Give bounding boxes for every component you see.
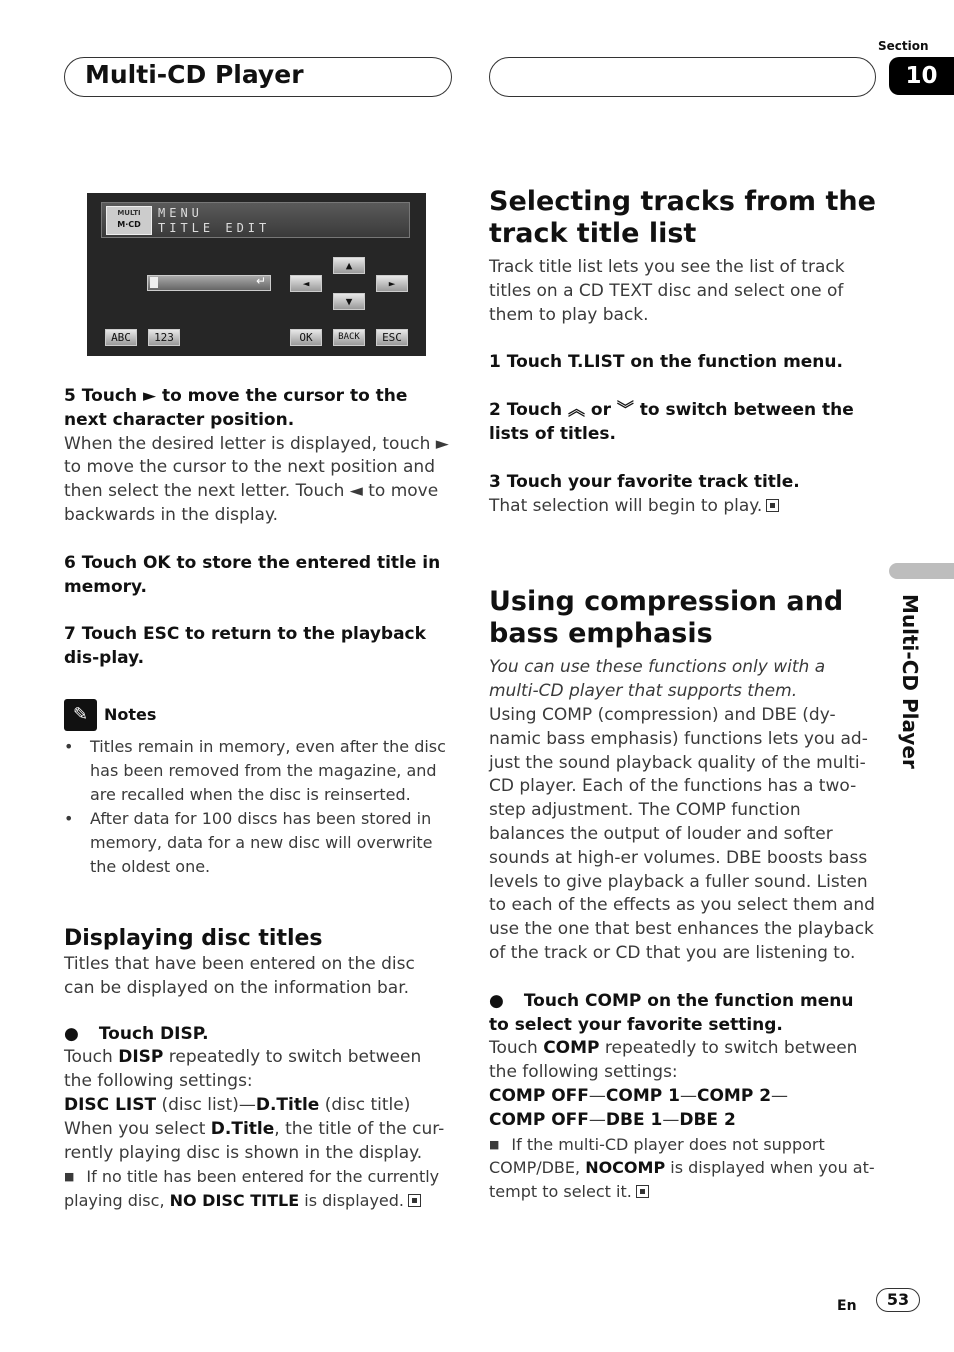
sel-step3-body: That selection will begin to play. [489,495,877,519]
note-square-icon: ■ [489,1137,500,1151]
section-number: 10 [889,57,954,95]
page-number: 53 [876,1288,920,1312]
back-button[interactable]: BACK [333,329,365,346]
step5-title: 5 Touch ► to move the cursor to the next character position. [64,386,408,430]
side-tab-marker [889,563,954,579]
title-edit-screen [87,193,426,356]
screen-menu-label: MENU [158,206,203,220]
note-item: • After data for 100 discs has been stored in memory, data for a new disc will overwrite the oldest one. [64,807,450,879]
section-label: Section [878,39,929,53]
comp-touch: Touch COMP repeatedly to switch between the following settings: [489,1038,858,1083]
disp-touch: Touch DISP repeatedly to switch between the following settings: [64,1047,422,1092]
notes-header [64,697,450,731]
comp-italic: You can use these functions only with a multi-CD player that supports them. [489,657,826,702]
end-mark-icon [408,1194,421,1207]
cursor-right-button[interactable]: ► [376,275,408,292]
end-mark-icon [766,499,779,512]
bullet-dot-icon: ● [489,990,504,1011]
sel-step1: 1 Touch T.LIST on the function menu. [489,352,843,373]
header-blank-box [489,57,876,97]
scroll-up-button[interactable]: ▲ [333,257,365,274]
page-up-icon: ︽ [567,400,585,421]
notes-list [64,735,450,879]
sel-step3: 3 Touch your favorite track title. [489,471,800,492]
scroll-down-button[interactable]: ▼ [333,293,365,310]
comp-bullet-text: Touch COMP on the function menu to select your favorite setting. [489,990,854,1035]
disp-settings: DISC LIST (disc list)—D.Title (disc title) [64,1094,411,1115]
mcd-logo [106,206,152,235]
notes-icon: ✎ [64,699,97,731]
step6-title: 6 Touch OK to store the entered title in memory. [64,552,441,597]
notes-label: Notes [104,704,157,724]
disp-heading: Displaying disc titles [64,925,323,951]
step5-body: When the desired letter is displayed, touch ► to move the cursor to the next position and then select the next letter. Touch ◄ to move backwards in the display. [64,433,449,525]
note-square-icon: ■ [64,1170,75,1184]
side-tab-label: Multi-CD Player [898,594,922,769]
disp-when: When you select D.Title, the title of the cur-rently playing disc is shown in the display. [64,1118,445,1163]
screen-title-edit-label: TITLE EDIT [158,221,271,235]
comp-bullet [489,990,877,1038]
comp-note: ■ If the multi-CD player does not support COMP/DBE, NOCOMP is displayed when you at-tempt to select it. [489,1134,875,1202]
disp-bullet-text: Touch DISP. [98,1023,209,1044]
disp-intro: Titles that have been entered on the disc can be displayed on the information bar. [64,953,415,998]
disp-note: ■ If no title has been entered for the currently playing disc, NO DISC TITLE is displayed. [64,1167,440,1211]
step7-title: 7 Touch ESC to return to the playback dis-play. [64,624,426,669]
enter-icon: ↵ [255,274,266,288]
esc-button[interactable]: ESC [376,329,408,346]
right-column [489,186,877,1204]
sel-heading: Selecting tracks from the track title list [489,186,876,249]
page-title: Multi-CD Player [85,60,304,89]
mcd-logo-top: MULTI [117,209,141,217]
disp-bullet [64,1023,450,1047]
page-down-icon: ︾ [616,400,634,421]
num-button[interactable]: 123 [148,329,180,346]
comp-heading: Using compression and bass emphasis [489,586,844,650]
note-item: • Titles remain in memory, even after the disc has been removed from the magazine, and are recalled when the disc is reinserted. [64,735,450,807]
mcd-logo-bottom: M·CD [117,220,141,229]
bullet-dot-icon: ● [64,1023,79,1044]
footer-lang: En [837,1298,857,1314]
abc-button[interactable]: ABC [105,329,137,346]
cursor-block [150,277,158,288]
left-column [64,385,450,1213]
ok-button[interactable]: OK [290,329,322,346]
end-mark-icon [636,1185,649,1198]
cursor-left-button[interactable]: ◄ [290,275,322,292]
comp-sequence: COMP OFF—COMP 1—COMP 2— COMP OFF—DBE 1—DBE 2 [489,1085,789,1130]
sel-intro: Track title list lets you see the list of track titles on a CD TEXT disc and select one of them to play back. [489,257,845,325]
comp-body: Using COMP (compression) and DBE (dy-namic bass emphasis) functions lets you ad-just the sound playback quality of the multi-CD player. Each of the functions has a two-step adjustment. The COMP function balances the output of louder and softer sounds at high-er volumes. DBE boosts bass levels to give playback a fuller sound. Listen to each of the effects as you select them and use the one that best enhances the playback of the track or CD that you are listening to. [489,704,875,963]
title-entry-field[interactable] [147,275,271,291]
sel-step2: 2 Touch ︽ or ︾ to switch between the lists of titles. [489,400,854,444]
